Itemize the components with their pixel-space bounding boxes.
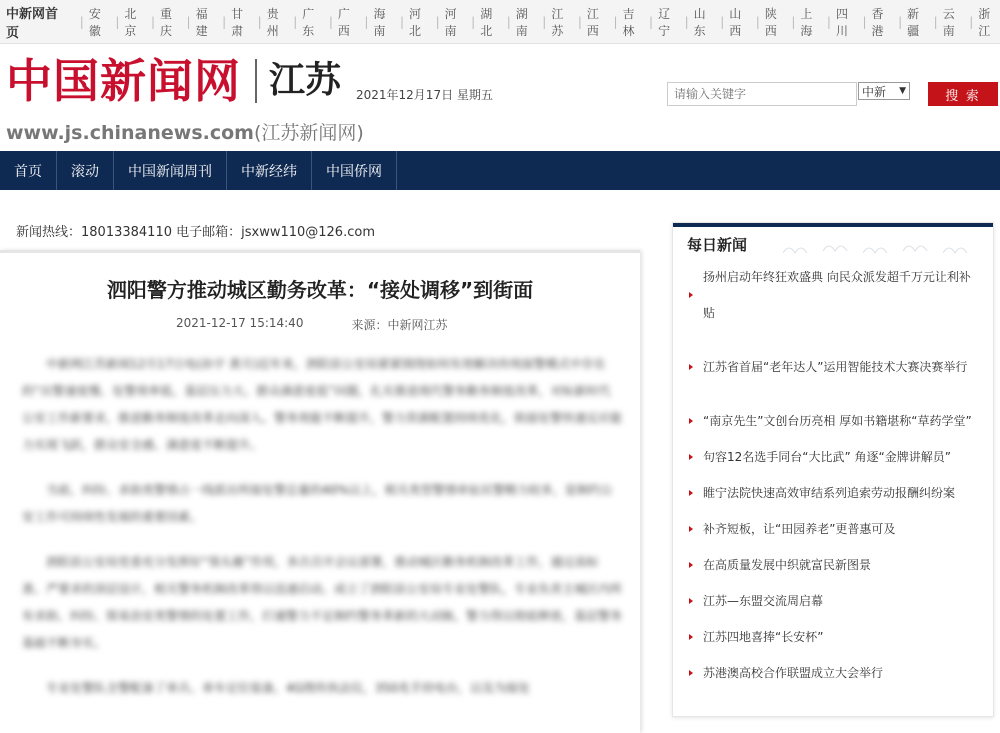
site-url-domain: www.js.chinanews.com: [6, 122, 254, 144]
article-source: 来源：中新网江苏: [351, 318, 448, 332]
region-link[interactable]: 湖南: [515, 6, 528, 38]
region-separator: |: [257, 14, 262, 29]
region-separator: |: [969, 14, 974, 29]
region-separator: |: [79, 14, 84, 29]
nav-item[interactable]: 中新经纬: [227, 151, 312, 190]
nav-item[interactable]: 首页: [0, 151, 57, 190]
logo-divider: [255, 59, 257, 103]
daily-news-item[interactable]: [673, 583, 993, 619]
search-scope-select[interactable]: [858, 82, 910, 100]
daily-news-link[interactable]: 苏港澳高校合作联盟成立大会举行: [703, 666, 884, 680]
daily-news-link[interactable]: “南京先生”文创台历亮相 厚如书籍堪称“草药学堂”: [703, 414, 972, 428]
region-separator: |: [506, 14, 511, 29]
region-link[interactable]: 云南: [942, 6, 955, 38]
bullet-arrow-icon: [689, 454, 693, 460]
chinanews-home-link[interactable]: 中新网首页: [6, 6, 59, 41]
region-separator: |: [791, 14, 796, 29]
daily-news-link[interactable]: 睢宁法院快速高效审结系列追索劳动报酬纠纷案: [703, 486, 956, 500]
region-link[interactable]: 广东: [302, 6, 315, 38]
daily-news-item[interactable]: [673, 547, 993, 583]
region-topbar: [0, 0, 1000, 44]
region-link[interactable]: 山西: [729, 6, 742, 38]
article-paragraph: 中新网江苏新闻12月17日电(孙宇 黄月)近年来，泗阳县公安局紧紧围绕如何有效解决传统接警模式中存在的“出警速度慢、处警效率低、基层压力大、群众满意度低”问题，扎实推进现代警务勤务制度改革，对标新时代公安工作新要求，推进勤务制度改革走向深入。警务效能不断提升，警力资源配置持续优化，街面处警快速反应能力实现飞跃，群众安全感、满意度不断提升。: [22, 357, 623, 452]
daily-news-link[interactable]: 句容12名选手同台“大比武” 角逐“金牌讲解员”: [703, 450, 951, 464]
daily-news-panel: [672, 222, 994, 717]
region-link[interactable]: 广西: [337, 6, 350, 38]
site-logo[interactable]: [6, 54, 342, 108]
panel-top-bar: [673, 223, 993, 227]
region-separator: |: [364, 14, 369, 29]
daily-news-item[interactable]: [673, 475, 993, 511]
daily-news-link[interactable]: 江苏省首届“老年达人”运用智能技术大赛决赛举行: [703, 360, 968, 374]
region-separator: |: [720, 14, 725, 29]
region-link[interactable]: 吉林: [622, 6, 635, 38]
article-paragraph: 泗阳县公安局党委充分发挥好“领头雁”作用，多次召开会议部署，推动城区勤务机制改革工作，通过高标准、严要求的顶层设计，相关警务机制改革得以迅速启动。成立了泗阳县公安局专业处警队，专业负责主城区内所有求助、纠纷、简易治安类警情的处置工作，打通警力不足制约警务革新的大动脉，警力得以彻底释放，基层警务基础不断夯实。: [22, 555, 623, 650]
region-link[interactable]: 河北: [409, 6, 422, 38]
region-links: [75, 5, 1000, 39]
nav-item[interactable]: 中国新闻周刊: [114, 151, 227, 190]
region-link[interactable]: 重庆: [159, 6, 172, 38]
daily-news-item[interactable]: [673, 403, 993, 439]
region-separator: |: [862, 14, 867, 29]
region-link[interactable]: 江西: [586, 6, 599, 38]
search-scope-value: 中新: [862, 84, 887, 99]
region-link[interactable]: 安徽: [88, 6, 101, 38]
region-link[interactable]: 香港: [871, 6, 884, 38]
region-separator: |: [328, 14, 333, 29]
daily-news-item[interactable]: [673, 655, 993, 691]
region-separator: |: [115, 14, 120, 29]
article-datetime: 2021-12-17 15:14:40: [176, 316, 304, 330]
bullet-arrow-icon: [689, 526, 693, 532]
daily-news-heading: 每日新闻: [687, 236, 748, 254]
logo-chinanews-text: 中国新闻网: [6, 54, 241, 108]
article-meta: [176, 316, 447, 333]
region-link[interactable]: 四川: [835, 6, 848, 38]
daily-news-link[interactable]: 扬州启动年终狂欢盛典 向民众派发超千万元让利补贴: [703, 270, 971, 320]
region-link[interactable]: 陕西: [764, 6, 777, 38]
region-link[interactable]: 甘肃: [231, 6, 244, 38]
region-link[interactable]: 福建: [195, 6, 208, 38]
article-panel: [0, 250, 640, 733]
bullet-arrow-icon: [689, 670, 693, 676]
bullet-arrow-icon: [689, 490, 693, 496]
region-separator: |: [222, 14, 227, 29]
region-link[interactable]: 山东: [693, 6, 706, 38]
bullet-arrow-icon: [689, 292, 693, 298]
bullet-arrow-icon: [689, 364, 693, 370]
bullet-arrow-icon: [689, 598, 693, 604]
region-separator: |: [435, 14, 440, 29]
daily-news-item[interactable]: [673, 511, 993, 547]
region-separator: |: [542, 14, 547, 29]
cloud-pattern-decoration: [773, 231, 987, 259]
daily-news-link[interactable]: 江苏四地喜捧“长安杯”: [703, 630, 824, 644]
region-separator: |: [826, 14, 831, 29]
daily-news-item[interactable]: [673, 439, 993, 475]
chevron-down-icon: ▼: [899, 86, 906, 96]
region-separator: |: [293, 14, 298, 29]
nav-item[interactable]: 滚动: [57, 151, 114, 190]
article-paragraph: 专业处警队全警配备了单兵、单车定位装备，4G图传执法仪，350兆手持电台，以及为接处: [46, 681, 530, 695]
region-link[interactable]: 上海: [800, 6, 813, 38]
daily-news-item[interactable]: [673, 619, 993, 655]
region-separator: |: [471, 14, 476, 29]
article-body: [22, 351, 622, 720]
region-link[interactable]: 湖北: [480, 6, 493, 38]
daily-news-link[interactable]: 补齐短板，让“田园养老”更普惠可及: [703, 522, 896, 536]
news-hotline: 新闻热线：18013384110 电子邮箱：jsxww110@126.com: [16, 225, 375, 240]
region-link[interactable]: 江苏: [551, 6, 564, 38]
region-separator: |: [613, 14, 618, 29]
region-link[interactable]: 浙江: [978, 6, 991, 38]
daily-news-list: [673, 259, 993, 691]
daily-news-link[interactable]: 江苏—东盟交流周启幕: [703, 594, 824, 608]
site-url: [6, 118, 364, 145]
region-link[interactable]: 辽宁: [658, 6, 671, 38]
search-button[interactable]: 搜 索: [928, 82, 998, 106]
region-link[interactable]: 新疆: [907, 6, 920, 38]
current-date: 2021年12月17日 星期五: [356, 88, 493, 102]
article-paragraph: 当前，纠纷、求助类警情占一线派出所接处警总量的40%以上，相关类型警情牵扯民警精力较多，是制约公安工作可持续性发展的重要因素。: [22, 483, 613, 524]
region-separator: |: [649, 14, 654, 29]
region-separator: |: [933, 14, 938, 29]
daily-news-item[interactable]: [673, 331, 993, 403]
region-link[interactable]: 海南: [373, 6, 386, 38]
search-input[interactable]: [667, 82, 857, 106]
site-url-note: (江苏新闻网): [253, 122, 364, 144]
daily-news-link[interactable]: 在高质量发展中织就富民新图景: [703, 558, 872, 572]
region-separator: |: [898, 14, 903, 29]
region-separator: |: [399, 14, 405, 29]
region-separator: |: [186, 14, 191, 29]
daily-news-item[interactable]: [673, 259, 993, 331]
bullet-arrow-icon: [689, 418, 693, 424]
bullet-arrow-icon: [689, 562, 693, 568]
region-link[interactable]: 北京: [124, 6, 137, 38]
main-nav: [0, 151, 1000, 190]
nav-item[interactable]: 中国侨网: [312, 151, 397, 190]
region-separator: |: [577, 14, 582, 29]
region-separator: |: [684, 14, 689, 29]
region-separator: |: [150, 14, 155, 29]
region-link[interactable]: 河南: [444, 6, 457, 38]
region-separator: |: [755, 14, 760, 29]
logo-province-text: 江苏: [269, 60, 342, 101]
bullet-arrow-icon: [689, 634, 693, 640]
region-link[interactable]: 贵州: [266, 6, 279, 38]
article-title: 泗阳警方推动城区勤务改革：“接处调移”到街面: [106, 278, 534, 302]
